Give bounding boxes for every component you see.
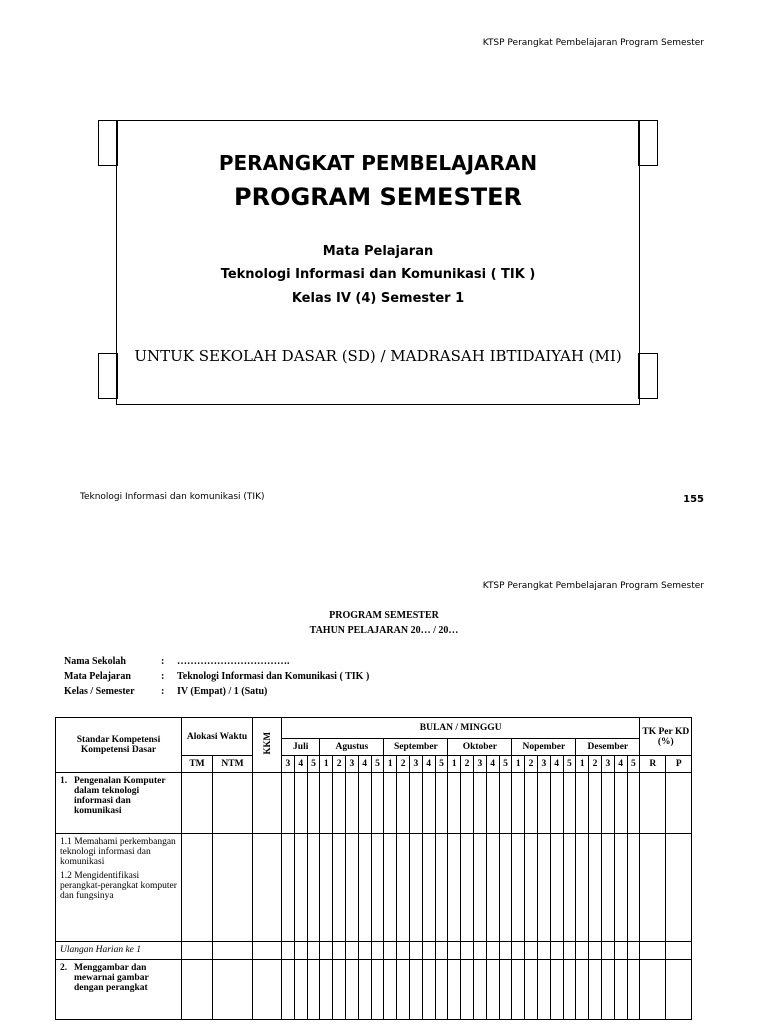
empty-cell xyxy=(253,942,282,960)
semester-table xyxy=(55,717,692,1020)
empty-cell xyxy=(435,834,448,942)
table-row xyxy=(56,773,692,834)
ntm-header: NTM xyxy=(213,756,253,773)
empty-cell xyxy=(448,834,461,942)
empty-cell xyxy=(307,960,320,1020)
info-value: ……………………………. xyxy=(177,656,290,667)
info-label: Mata Pelajaran xyxy=(64,671,131,682)
empty-cell xyxy=(333,960,346,1020)
school-year: TAHUN PELAJARAN 20… / 20… xyxy=(309,625,459,636)
empty-cell xyxy=(253,834,282,942)
week-header: 2 xyxy=(589,756,602,773)
empty-cell xyxy=(282,834,295,942)
empty-cell xyxy=(550,773,563,834)
empty-cell xyxy=(422,773,435,834)
empty-cell xyxy=(525,834,538,942)
header-row xyxy=(56,718,692,739)
empty-cell xyxy=(448,942,461,960)
empty-cell xyxy=(576,773,589,834)
week-header: 3 xyxy=(282,756,295,773)
empty-cell xyxy=(589,834,602,942)
empty-cell xyxy=(409,960,422,1020)
cover-title: PERANGKAT PEMBELAJARAN xyxy=(218,151,538,175)
week-header: 4 xyxy=(486,756,499,773)
empty-cell xyxy=(435,773,448,834)
week-header: 1 xyxy=(384,756,397,773)
empty-cell xyxy=(384,834,397,942)
empty-cell xyxy=(486,773,499,834)
info-value: IV (Empat) / 1 (Satu) xyxy=(177,686,268,697)
empty-cell xyxy=(473,773,486,834)
week-header: 4 xyxy=(614,756,627,773)
week-header: 2 xyxy=(333,756,346,773)
empty-cell xyxy=(499,960,512,1020)
week-header: 2 xyxy=(397,756,410,773)
empty-cell xyxy=(486,834,499,942)
week-header: 5 xyxy=(627,756,640,773)
empty-cell xyxy=(307,942,320,960)
empty-cell xyxy=(537,773,550,834)
empty-cell xyxy=(333,773,346,834)
frame-tab xyxy=(638,120,658,166)
empty-cell xyxy=(486,960,499,1020)
info-value: Teknologi Informasi dan Komunikasi ( TIK ) xyxy=(177,671,370,682)
col-bulan-header: BULAN / MINGGU xyxy=(282,718,640,739)
empty-cell xyxy=(182,960,213,1020)
week-header: 3 xyxy=(409,756,422,773)
empty-cell xyxy=(409,942,422,960)
kkm-label: KKM xyxy=(262,732,272,755)
empty-cell xyxy=(422,960,435,1020)
competency-cell xyxy=(56,960,182,1020)
empty-cell xyxy=(320,942,333,960)
empty-cell xyxy=(512,834,525,942)
empty-cell xyxy=(666,960,692,1020)
week-header: 2 xyxy=(525,756,538,773)
empty-cell xyxy=(294,942,307,960)
page-number: 155 xyxy=(683,494,704,505)
empty-cell xyxy=(397,960,410,1020)
empty-cell xyxy=(525,942,538,960)
col-tk-header: TK Per KD (%) xyxy=(640,718,692,756)
empty-cell xyxy=(550,942,563,960)
table-row xyxy=(56,942,692,960)
basic-competency xyxy=(60,871,177,901)
empty-cell xyxy=(601,773,614,834)
empty-cell xyxy=(320,773,333,834)
empty-cell xyxy=(666,834,692,942)
empty-cell xyxy=(282,773,295,834)
empty-cell xyxy=(294,960,307,1020)
empty-cell xyxy=(640,773,666,834)
empty-cell xyxy=(397,773,410,834)
empty-cell xyxy=(486,942,499,960)
empty-cell xyxy=(614,960,627,1020)
sk-text: Pengenalan Komputer dalam teknologi informasi dan komunikasi xyxy=(74,776,166,816)
empty-cell xyxy=(601,942,614,960)
empty-cell xyxy=(576,960,589,1020)
week-header: 3 xyxy=(537,756,550,773)
week-header: 1 xyxy=(320,756,333,773)
frame-tab xyxy=(638,353,658,399)
week-header: 5 xyxy=(371,756,384,773)
col-sk-header: Standar Kompetensi Kompetensi Dasar xyxy=(56,718,182,773)
empty-cell xyxy=(473,834,486,942)
month-header: Oktober xyxy=(448,739,512,756)
week-header: 3 xyxy=(601,756,614,773)
info-label: Nama Sekolah xyxy=(64,656,126,667)
month-header: September xyxy=(384,739,448,756)
empty-cell xyxy=(253,960,282,1020)
week-header: 4 xyxy=(422,756,435,773)
empty-cell xyxy=(213,834,253,942)
info-colon: : xyxy=(161,656,165,667)
month-header: Agustus xyxy=(320,739,384,756)
empty-cell xyxy=(333,942,346,960)
empty-cell xyxy=(320,834,333,942)
empty-cell xyxy=(182,773,213,834)
empty-cell xyxy=(461,773,474,834)
month-header: Juli xyxy=(282,739,320,756)
standard-competency xyxy=(60,963,177,993)
empty-cell xyxy=(537,942,550,960)
info-block xyxy=(64,656,369,701)
info-colon: : xyxy=(161,671,165,682)
empty-cell xyxy=(512,960,525,1020)
page-header: KTSP Perangkat Pembelajaran Program Semester xyxy=(482,581,704,591)
empty-cell xyxy=(345,942,358,960)
empty-cell xyxy=(384,773,397,834)
table-row xyxy=(56,834,692,942)
info-label: Kelas / Semester xyxy=(64,686,135,697)
empty-cell xyxy=(499,942,512,960)
empty-cell xyxy=(563,773,576,834)
kd-number: 1.1 xyxy=(60,837,72,847)
week-header: 3 xyxy=(473,756,486,773)
empty-cell xyxy=(473,942,486,960)
info-row xyxy=(64,686,369,701)
page-header: KTSP Perangkat Pembelajaran Program Semester xyxy=(482,38,704,48)
empty-cell xyxy=(307,834,320,942)
week-header: 5 xyxy=(307,756,320,773)
empty-cell xyxy=(601,960,614,1020)
empty-cell xyxy=(182,942,213,960)
subject-name: Teknologi Informasi dan Komunikasi ( TIK ) xyxy=(220,267,536,282)
empty-cell xyxy=(384,960,397,1020)
empty-cell xyxy=(589,773,602,834)
empty-cell xyxy=(576,942,589,960)
frame-tab xyxy=(98,120,118,166)
empty-cell xyxy=(666,773,692,834)
empty-cell xyxy=(627,942,640,960)
sk-text: Menggambar dan mewarnai gambar dengan perangkat xyxy=(74,963,149,993)
week-header: 3 xyxy=(345,756,358,773)
table-row xyxy=(56,960,692,1020)
program-title: PROGRAM SEMESTER xyxy=(329,610,439,621)
empty-cell xyxy=(409,834,422,942)
basic-competency xyxy=(60,837,177,867)
cover-box xyxy=(116,120,640,405)
cover-frame xyxy=(98,115,658,405)
empty-cell xyxy=(422,942,435,960)
cover-subtitle: PROGRAM SEMESTER xyxy=(234,183,522,211)
week-header: 1 xyxy=(512,756,525,773)
empty-cell xyxy=(614,773,627,834)
empty-cell xyxy=(253,773,282,834)
empty-cell xyxy=(435,960,448,1020)
empty-cell xyxy=(294,834,307,942)
empty-cell xyxy=(640,942,666,960)
empty-cell xyxy=(499,834,512,942)
week-header: 4 xyxy=(358,756,371,773)
week-header: 1 xyxy=(448,756,461,773)
empty-cell xyxy=(601,834,614,942)
empty-cell xyxy=(345,960,358,1020)
empty-cell xyxy=(537,834,550,942)
empty-cell xyxy=(563,960,576,1020)
empty-cell xyxy=(640,960,666,1020)
empty-cell xyxy=(614,942,627,960)
empty-cell xyxy=(345,834,358,942)
footer-subject: Teknologi Informasi dan komunikasi (TIK) xyxy=(80,492,265,502)
empty-cell xyxy=(537,960,550,1020)
empty-cell xyxy=(576,834,589,942)
empty-cell xyxy=(282,942,295,960)
sk-number: 2. xyxy=(60,963,68,973)
empty-cell xyxy=(397,834,410,942)
week-header: 1 xyxy=(576,756,589,773)
empty-cell xyxy=(282,960,295,1020)
month-header: Desember xyxy=(576,739,640,756)
empty-cell xyxy=(371,834,384,942)
empty-cell xyxy=(499,773,512,834)
empty-cell xyxy=(213,773,253,834)
empty-cell xyxy=(345,773,358,834)
kd-number: 1.2 xyxy=(60,871,72,881)
empty-cell xyxy=(563,834,576,942)
r-header: R xyxy=(640,756,666,773)
week-header: 5 xyxy=(563,756,576,773)
empty-cell xyxy=(384,942,397,960)
empty-cell xyxy=(371,960,384,1020)
empty-cell xyxy=(358,834,371,942)
empty-cell xyxy=(371,773,384,834)
week-header: 5 xyxy=(499,756,512,773)
empty-cell xyxy=(461,942,474,960)
week-header: 4 xyxy=(550,756,563,773)
empty-cell xyxy=(294,773,307,834)
empty-cell xyxy=(589,960,602,1020)
empty-cell xyxy=(627,773,640,834)
competency-cell xyxy=(56,834,182,942)
col-kkm-header xyxy=(253,718,282,773)
empty-cell xyxy=(614,834,627,942)
empty-cell xyxy=(358,942,371,960)
empty-cell xyxy=(409,773,422,834)
empty-cell xyxy=(358,773,371,834)
empty-cell xyxy=(512,773,525,834)
info-row xyxy=(64,671,369,686)
daily-test-label: Ulangan Harian ke 1 xyxy=(60,945,142,955)
standard-competency xyxy=(60,776,177,816)
month-header: Nopember xyxy=(512,739,576,756)
empty-cell xyxy=(627,960,640,1020)
school-line: UNTUK SEKOLAH DASAR (SD) / MADRASAH IBTIDAIYAH (MI) xyxy=(134,347,622,365)
kd-text: Mengidentifikasi perangkat-perangkat komputer dan fungsinya xyxy=(60,871,177,901)
empty-cell xyxy=(422,834,435,942)
info-colon: : xyxy=(161,686,165,697)
sk-number: 1. xyxy=(60,776,68,786)
empty-cell xyxy=(563,942,576,960)
empty-cell xyxy=(397,942,410,960)
empty-cell xyxy=(473,960,486,1020)
empty-cell xyxy=(550,960,563,1020)
tm-header: TM xyxy=(182,756,213,773)
empty-cell xyxy=(320,960,333,1020)
p-header: P xyxy=(666,756,692,773)
class-line: Kelas IV (4) Semester 1 xyxy=(291,291,465,306)
week-header: 5 xyxy=(435,756,448,773)
empty-cell xyxy=(589,942,602,960)
empty-cell xyxy=(550,834,563,942)
empty-cell xyxy=(461,960,474,1020)
empty-cell xyxy=(371,942,384,960)
info-row xyxy=(64,656,369,671)
col-alokasi-header: Alokasi Waktu xyxy=(182,718,253,756)
empty-cell xyxy=(435,942,448,960)
empty-cell xyxy=(512,942,525,960)
empty-cell xyxy=(448,960,461,1020)
frame-tab xyxy=(98,353,118,399)
empty-cell xyxy=(213,960,253,1020)
empty-cell xyxy=(666,942,692,960)
empty-cell xyxy=(307,773,320,834)
empty-cell xyxy=(358,960,371,1020)
empty-cell xyxy=(461,834,474,942)
empty-cell xyxy=(213,942,253,960)
competency-cell xyxy=(56,942,182,960)
empty-cell xyxy=(525,960,538,1020)
empty-cell xyxy=(448,773,461,834)
empty-cell xyxy=(627,834,640,942)
week-header: 4 xyxy=(294,756,307,773)
kd-text: Memahami perkembangan teknologi informasi dan komunikasi xyxy=(60,837,176,867)
subject-label: Mata Pelajaran xyxy=(322,244,434,259)
competency-cell xyxy=(56,773,182,834)
empty-cell xyxy=(525,773,538,834)
empty-cell xyxy=(640,834,666,942)
empty-cell xyxy=(182,834,213,942)
week-header: 2 xyxy=(461,756,474,773)
empty-cell xyxy=(333,834,346,942)
